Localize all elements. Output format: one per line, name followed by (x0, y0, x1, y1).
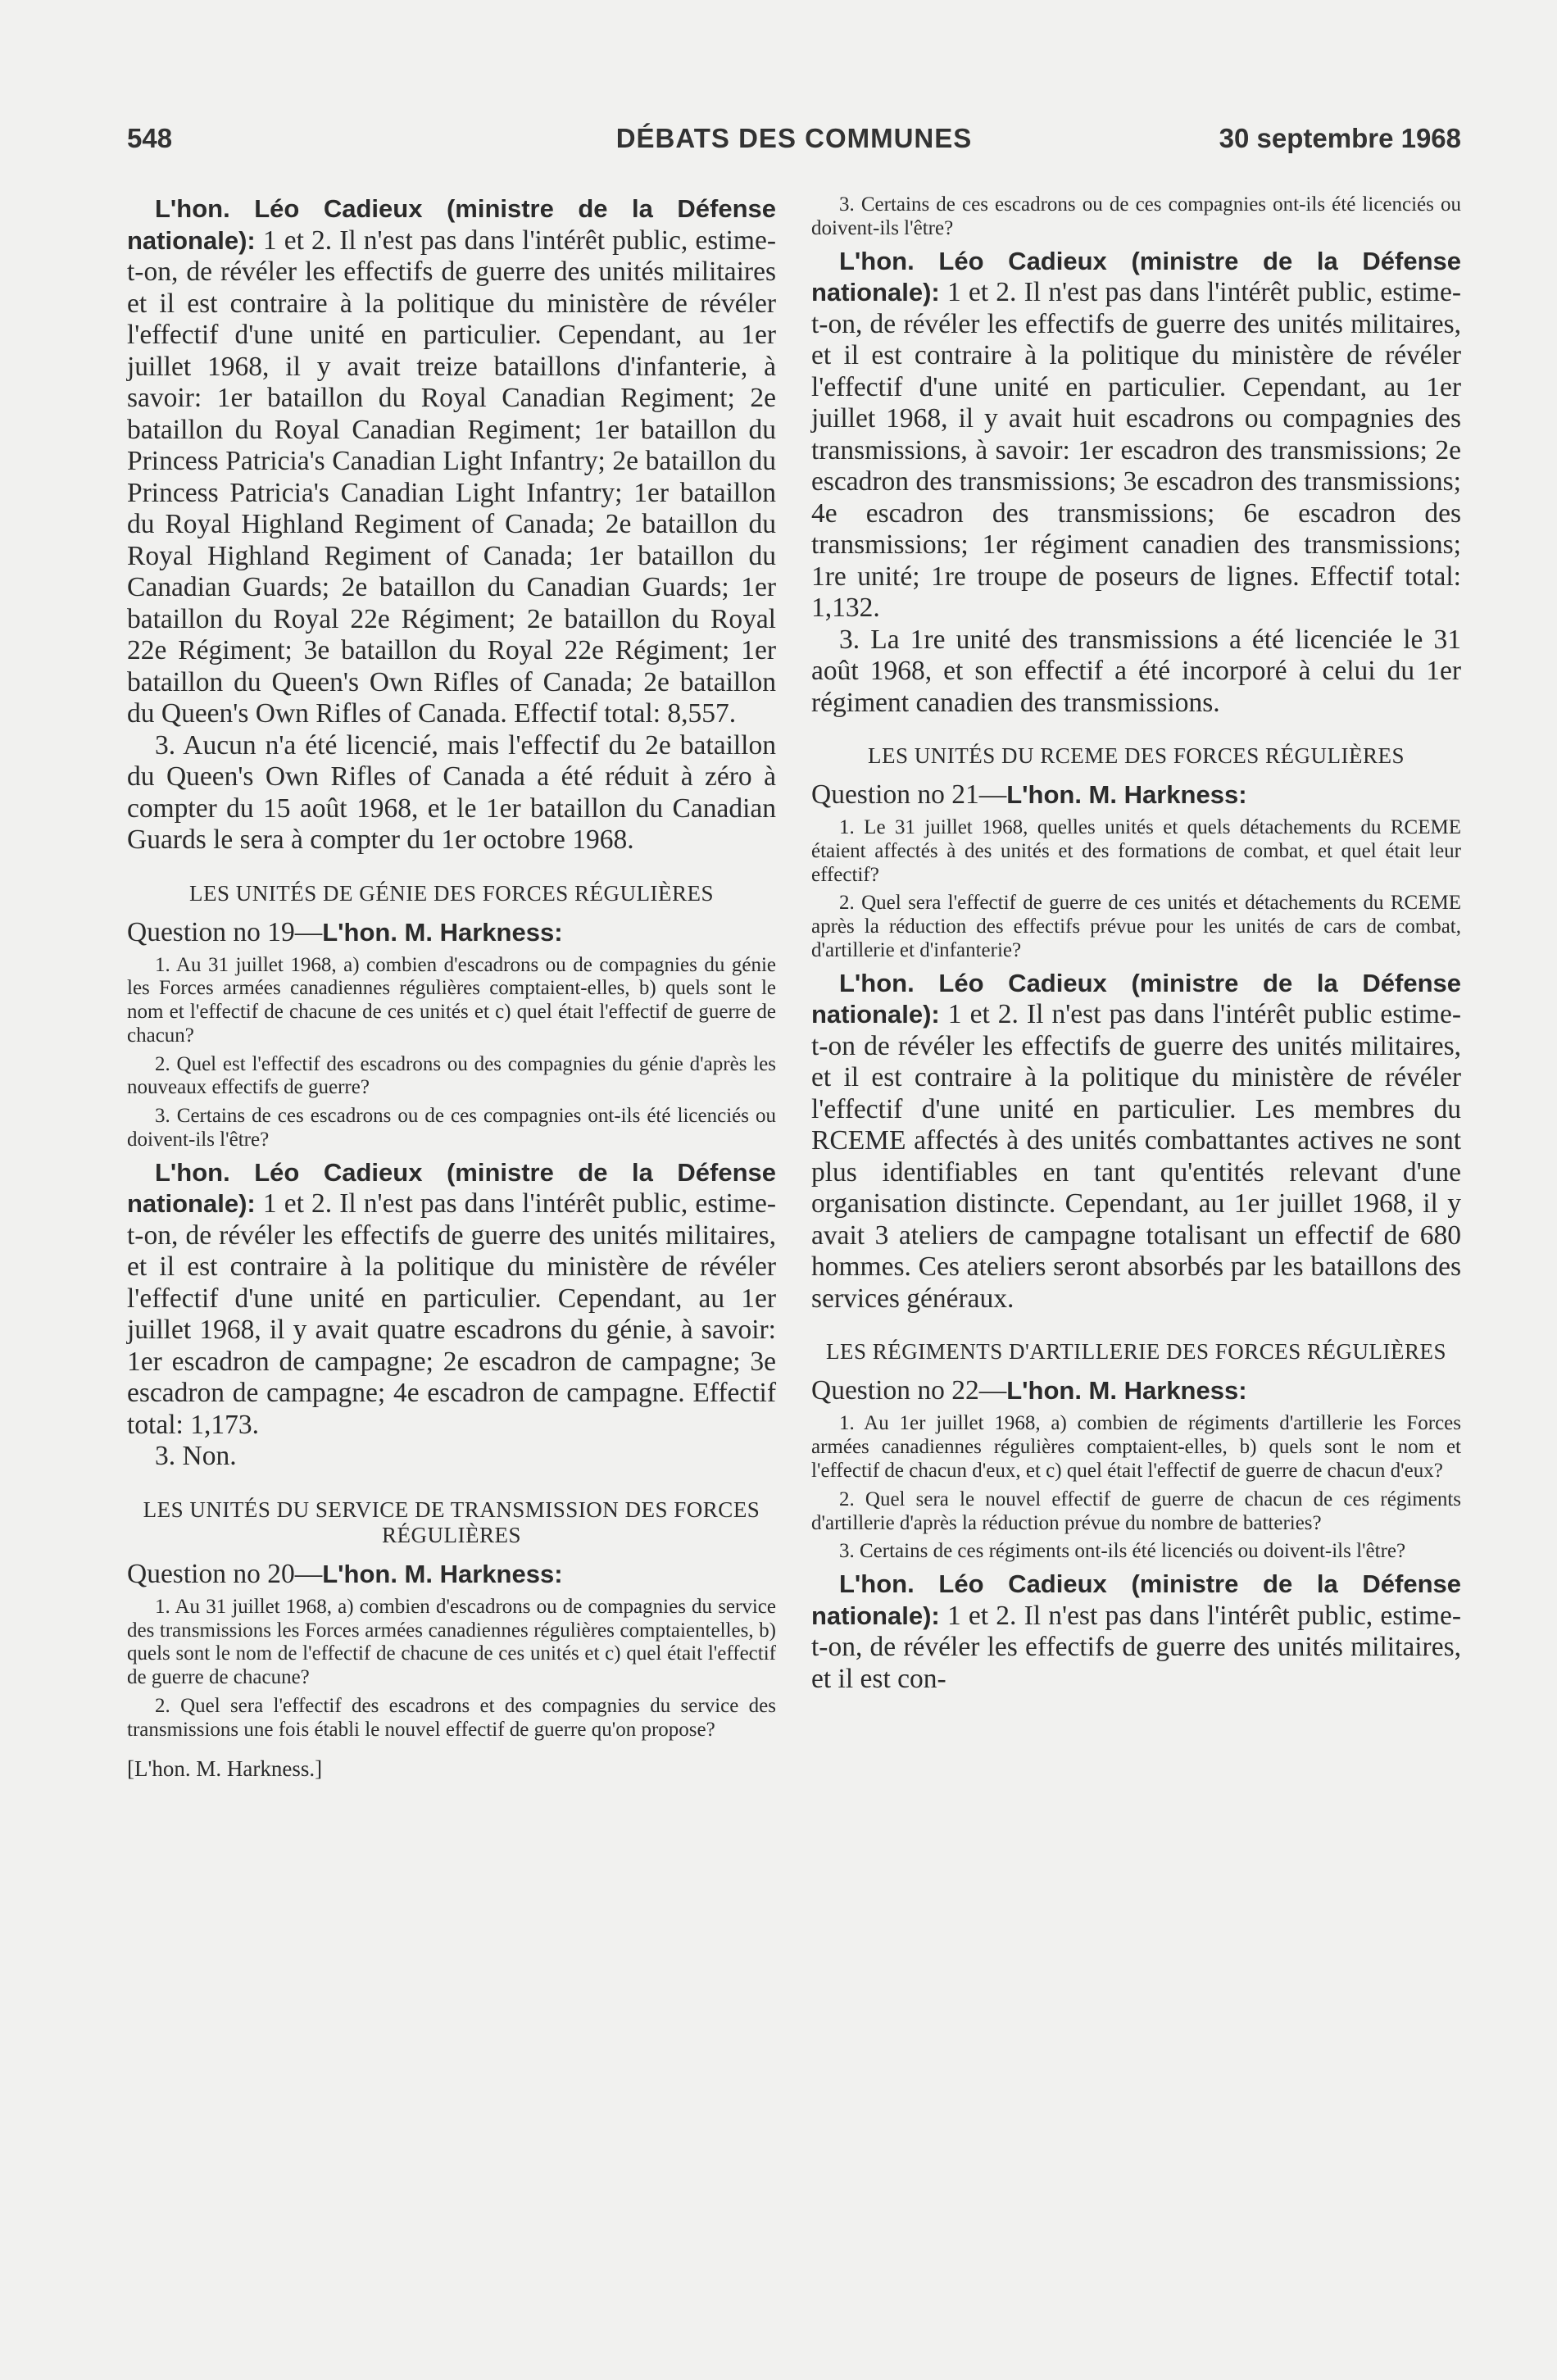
question-item: 1. Au 31 juillet 1968, a) combien d'escadrons ou de compagnies du service des transmissions les Forces armées canadiennes régulières comptaientelles, b) quels sont le nom de l'effectif de chacune de ces unités et c) quel était l'effectif de guerre de chacune? (127, 1595, 776, 1689)
question-label: Question no 19— (127, 916, 323, 947)
speaker-name: L'hon. Léo Cadieux (ministre de la Défense nationale): (811, 1569, 1461, 1630)
section-heading: LES UNITÉS DE GÉNIE DES FORCES RÉGULIÈRES (189, 880, 714, 906)
answer-paragraph (127, 193, 776, 730)
issue-date: 30 septembre 1968 (1219, 123, 1461, 153)
question-item: 3. Certains de ces escadrons ou de ces compagnies ont-ils été licenciés ou doivent-ils l'être? (811, 193, 1461, 239)
answer-text: 1 et 2. Il n'est pas dans l'intérêt public, estime-t-on, de révéler les effectifs de guerre des unités militaires, et il est contraire à la politique du ministère de révéler l'effectif d'une unité en particulier. Cependant, au 1er juillet 1968, il y avait huit escadrons ou compagnies des transmissions, à savoir: 1er escadron des transmissions; 2e escadron des transmissions; 3e escadron des transmissions; 4e escadron des transmissions; 6e escadron des transmissions; 1er régiment canadien des transmissions; 1re unité; 1re troupe de poseurs de lignes. Effectif total: 1,132. (811, 277, 1461, 624)
answer-part3: 3. La 1re unité des transmissions a été licenciée le 31 août 1968, et son effectif a été incorporé à celui du 1er régiment canadien des transmissions. (811, 624, 1461, 718)
question-label: Question no 20— (127, 1558, 323, 1589)
answer-text: 1 et 2. Il n'est pas dans l'intérêt public, estime-t-on, de révéler les effectifs de guerre des unités militaires et il est contraire à la politique du ministère de révéler l'effectif d'une unité en particulier. Cependant, au 1er juillet 1968, il y avait treize bataillons d'infanterie, à savoir: 1er bataillon du Royal Canadian Regiment; 2e bataillon du Royal Canadian Regiment; 1er bataillon du Princess Patricia's Canadian Light Infantry; 2e bataillon du Princess Patricia's Canadian Light Infantry; 1er bataillon du Royal Highland Regiment of Canada; 2e bataillon du Royal Highland Regiment of Canada; 1er bataillon du Canadian Guards; 2e bataillon du Canadian Guards; 1er bataillon du Royal 22e Régiment; 2e bataillon du Royal 22e Régiment; 3e bataillon du Royal 22e Régiment; 1er bataillon du Queen's Own Rifles of Canada; 2e bataillon du Queen's Own Rifles of Canada. Effectif total: 8,557. (127, 225, 776, 729)
publication-title: DÉBATS DES COMMUNES (615, 123, 973, 153)
question-item: 1. Le 31 juillet 1968, quelles unités et quels détachements du RCEME étaient affectés à des unités et des formations de combat, et quel était leur effectif? (811, 816, 1461, 886)
answer-text: 1 et 2. Il n'est pas dans l'intérêt public estime-t-on de révéler les effectifs de guerre des unités militaires, et il est contraire à la politique du ministère de révéler l'effectif d'une unité en particulier. Les membres du RCEME affectés à des unités combattantes actives ne sont plus identifiables en tant qu'entités relevant d'une organisation distincte. Cependant, au 1er juillet 1968, il y avait 3 ateliers de campagne totalisant un effectif de 680 hommes. Ces ateliers seront absorbés par les bataillons des services généraux. (811, 999, 1461, 1314)
speaker-name: L'hon. Léo Cadieux (ministre de la Défense nationale): (811, 246, 1461, 307)
question-header (127, 916, 776, 949)
question-author: L'hon. M. Harkness: (322, 1559, 563, 1588)
answer-paragraph (811, 968, 1461, 1315)
section-heading: LES UNITÉS DU RCEME DES FORCES RÉGULIÈRES (867, 743, 1405, 769)
question-item: 1. Au 31 juillet 1968, a) combien d'escadrons ou de compagnies du génie les Forces armées canadiennes régulières comptaient-elles, b) quels sont le nom et l'effectif de chacune de ces unités et c) quel était l'effectif de guerre de chacun? (127, 953, 776, 1047)
question-item: 2. Quel sera l'effectif de guerre de ces unités et détachements du RCEME après la réduction des effectifs prévue pour les unités de cars de combat, d'artillerie et d'infanterie? (811, 892, 1461, 962)
speaker-name: L'hon. Léo Cadieux (ministre de la Défense nationale): (811, 968, 1461, 1029)
left-column (127, 193, 776, 1782)
answer-part3: 3. Non. (155, 1441, 237, 1472)
question-item: 2. Quel sera l'effectif des escadrons et des compagnies du service des transmissions une fois établi le nouvel effectif de guerre qu'on propose? (127, 1695, 776, 1741)
question-header (811, 1374, 1461, 1407)
question-item: 3. Certains de ces escadrons ou de ces compagnies ont-ils été licenciés ou doivent-ils l'être? (127, 1105, 776, 1151)
question-author: L'hon. M. Harkness: (1006, 780, 1247, 810)
answer-part3: 3. Aucun n'a été licencié, mais l'effectif du 2e bataillon du Queen's Own Rifles of Canada a été réduit à zéro à compter du 15 août 1968, et le 1er bataillon du Canadian Guards le sera à compter du 1er octobre 1968. (127, 729, 776, 855)
right-column (811, 193, 1461, 1695)
question-item: 2. Quel est l'effectif des escadrons ou des compagnies du génie d'après les nouveaux effectifs de guerre? (127, 1052, 776, 1099)
answer-text: 1 et 2. Il n'est pas dans l'intérêt public, estime-t-on, de révéler les effectifs de guerre des unités militaires, et il est contraire à la politique du ministère de révéler l'effectif d'une unité en particulier. Cependant, au 1er juillet 1968, il y avait quatre escadrons du génie, à savoir: 1er escadron de campagne; 2e escadron de campagne; 3e escadron de campagne; 4e escadron de campagne. Effectif total: 1,173. (127, 1188, 776, 1440)
question-header (811, 779, 1461, 811)
question-author: L'hon. M. Harkness: (1006, 1376, 1247, 1406)
answer-text: 1 et 2. Il n'est pas dans l'intérêt public, estime-t-on, de révéler les effectifs de guerre des unités militaires, et il est con- (811, 1600, 1461, 1694)
answer-paragraph (127, 1157, 776, 1442)
speaker-note: [L'hon. M. Harkness.] (127, 1755, 323, 1781)
question-label: Question no 22— (811, 1375, 1007, 1406)
section-heading: LES RÉGIMENTS D'ARTILLERIE DES FORCES RÉGULIÈRES (826, 1339, 1446, 1365)
question-item: 2. Quel sera le nouvel effectif de guerre de chacun de ces régiments d'artillerie d'après la réduction prévue du nombre de batteries? (811, 1488, 1461, 1534)
page-number: 548 (127, 123, 173, 153)
speaker-name: L'hon. Léo Cadieux (ministre de la Défense nationale): (127, 1157, 776, 1219)
page-header (127, 123, 1461, 159)
question-header (127, 1558, 776, 1591)
answer-paragraph (811, 1569, 1461, 1695)
question-label: Question no 21— (811, 779, 1007, 811)
question-item: 3. Certains de ces régiments ont-ils été licenciés ou doivent-ils l'être? (839, 1540, 1406, 1563)
answer-paragraph (811, 246, 1461, 625)
speaker-name: L'hon. Léo Cadieux (ministre de la Défense nationale): (127, 194, 776, 255)
section-heading: LES UNITÉS DU SERVICE DE TRANSMISSION DES FORCES RÉGULIÈRES (143, 1497, 760, 1547)
question-author: L'hon. M. Harkness: (322, 917, 563, 947)
question-item: 1. Au 1er juillet 1968, a) combien de régiments d'artillerie les Forces armées canadiennes régulières comptaient-elles, b) quels sont le nom et l'effectif de chacun d'eux, et c) quel était l'effectif de guerre de chacun d'eux? (811, 1412, 1461, 1482)
